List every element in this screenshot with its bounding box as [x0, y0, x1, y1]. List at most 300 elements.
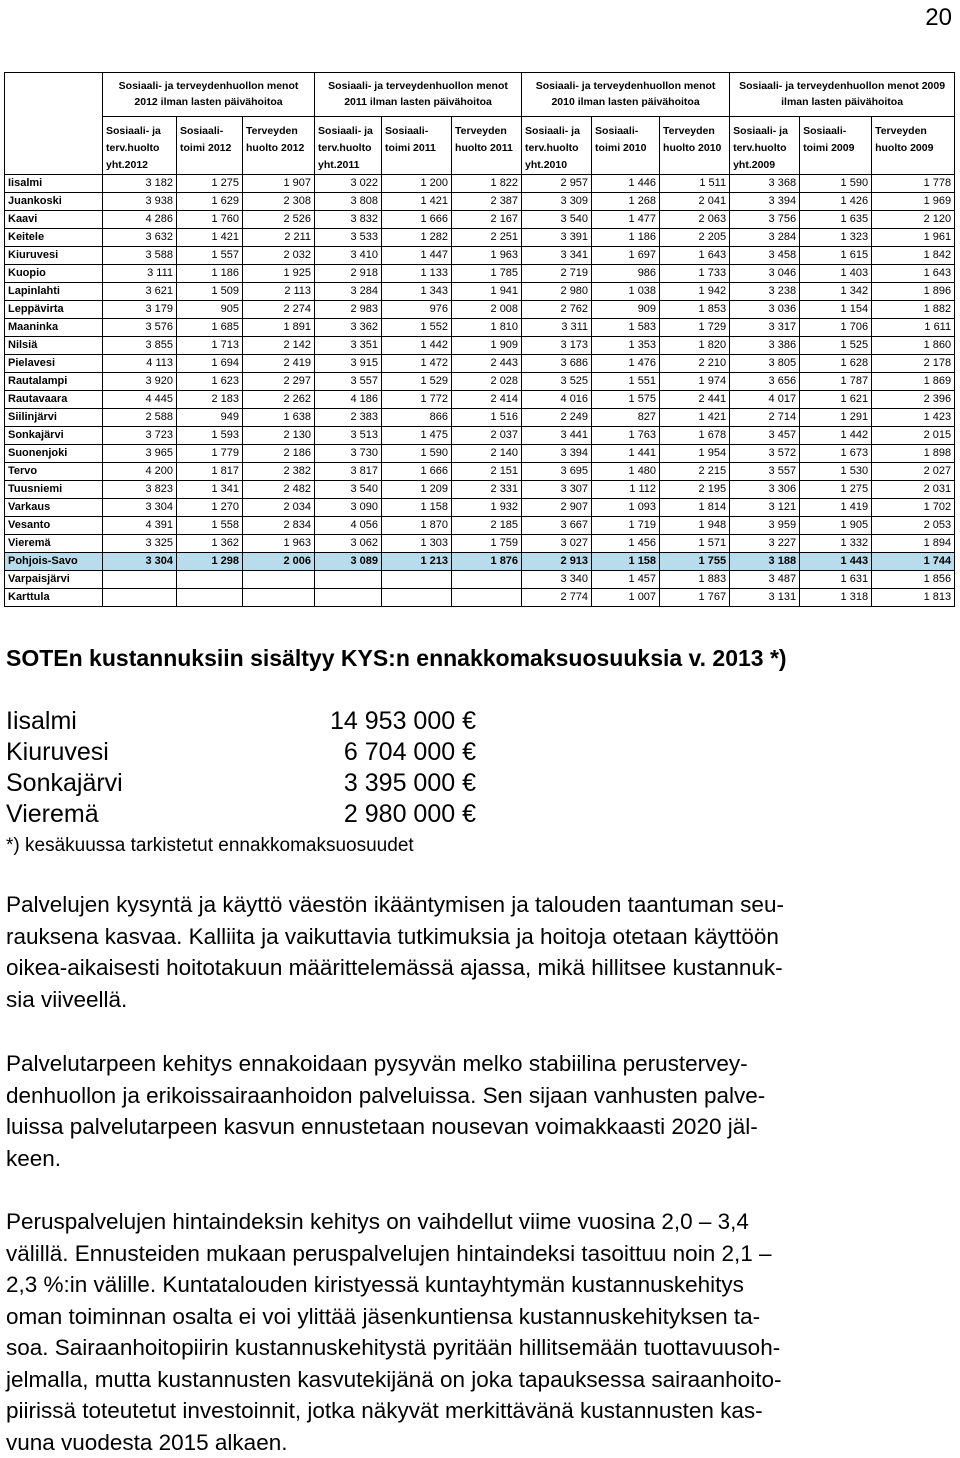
table-cell: 1 755 [660, 553, 730, 571]
table-cell: 1 787 [800, 373, 872, 391]
table-cell: 1 611 [872, 319, 955, 337]
table-cell: 3 557 [730, 463, 800, 481]
table-cell: 1 421 [660, 409, 730, 427]
table-cell: 1 530 [800, 463, 872, 481]
municipality-name: Keitele [5, 229, 103, 247]
table-cell: 2 918 [315, 265, 382, 283]
municipality-name: Kuopio [5, 265, 103, 283]
table-cell: 1 778 [872, 175, 955, 193]
municipality-name: Maaninka [5, 319, 103, 337]
table-cell: 1 583 [592, 319, 660, 337]
table-cell: 4 113 [103, 355, 177, 373]
table-cell: 3 362 [315, 319, 382, 337]
table-cell: 4 056 [315, 517, 382, 535]
table-cell: 2 719 [522, 265, 592, 283]
table-cell: 4 017 [730, 391, 800, 409]
table-cell: 1 615 [800, 247, 872, 265]
table-row [5, 319, 955, 337]
table-cell: 2 140 [452, 445, 522, 463]
table-cell: 1 421 [177, 229, 243, 247]
table-cell: 1 480 [592, 463, 660, 481]
table-cell: 2 588 [103, 409, 177, 427]
table-cell: 866 [382, 409, 452, 427]
table-cell: 2 419 [243, 355, 315, 373]
paragraph-line: Peruspalvelujen hintaindeksin kehitys on vaihdellut viime vuosina 2,0 – 3,4 [6, 1206, 956, 1238]
table-cell: 2 183 [177, 391, 243, 409]
table-cell: 3 317 [730, 319, 800, 337]
table-cell: 2 443 [452, 355, 522, 373]
table-cell: 1 772 [382, 391, 452, 409]
table-cell: 2 907 [522, 499, 592, 517]
table-row [5, 211, 955, 229]
table-cell: 3 341 [522, 247, 592, 265]
table-row [5, 463, 955, 481]
table-cell: 2 120 [872, 211, 955, 229]
table-cell: 1 154 [800, 301, 872, 319]
table-cell: 1 896 [872, 283, 955, 301]
table-cell: 3 832 [315, 211, 382, 229]
table-cell: 1 942 [660, 283, 730, 301]
table-cell: 4 286 [103, 211, 177, 229]
table-cell [452, 589, 522, 607]
table-cell: 1 631 [800, 571, 872, 589]
table-cell: 1 860 [872, 337, 955, 355]
table-row [5, 193, 955, 211]
table-cell: 3 131 [730, 589, 800, 607]
table-cell: 1 571 [660, 535, 730, 553]
table-cell: 3 284 [730, 229, 800, 247]
table-cell: 2 913 [522, 553, 592, 571]
column-header: Sosiaali-toimi 2009 [800, 117, 872, 175]
table-row [5, 499, 955, 517]
table-cell: 1 342 [800, 283, 872, 301]
paragraph-price-index [6, 1206, 956, 1458]
table-cell: 1 525 [800, 337, 872, 355]
table-cell: 2 382 [243, 463, 315, 481]
table-row [5, 589, 955, 607]
table-cell [243, 571, 315, 589]
table-cell: 2 008 [452, 301, 522, 319]
table-row [5, 481, 955, 499]
table-cell: 3 805 [730, 355, 800, 373]
table-row [5, 301, 955, 319]
table-cell: 1 442 [382, 337, 452, 355]
table-cell: 905 [177, 301, 243, 319]
table-cell: 3 557 [315, 373, 382, 391]
table-cell: 1 475 [382, 427, 452, 445]
table-cell: 1 472 [382, 355, 452, 373]
payment-row [6, 768, 476, 799]
table-cell: 1 853 [660, 301, 730, 319]
table-cell: 1 628 [800, 355, 872, 373]
table-cell: 2 142 [243, 337, 315, 355]
column-header: Sosiaali- ja terv.huolto yht.2009 [730, 117, 800, 175]
table-cell: 1 186 [592, 229, 660, 247]
table-cell: 3 351 [315, 337, 382, 355]
table-cell: 1 941 [452, 283, 522, 301]
expenditure-table [4, 72, 955, 607]
table-cell: 3 179 [103, 301, 177, 319]
table-row [5, 445, 955, 463]
table-cell: 1 332 [800, 535, 872, 553]
table-row [5, 517, 955, 535]
table-cell: 3 513 [315, 427, 382, 445]
table-cell: 2 331 [452, 481, 522, 499]
table-cell: 2 015 [872, 427, 955, 445]
table-cell: 2 167 [452, 211, 522, 229]
table-cell: 1 898 [872, 445, 955, 463]
paragraph-line: soa. Sairaanhoitopiirin kustannuskehitystä pyritään hillitsemään tuottavuusoh- [6, 1332, 956, 1364]
table-cell: 976 [382, 301, 452, 319]
table-cell: 2 957 [522, 175, 592, 193]
table-cell: 3 309 [522, 193, 592, 211]
column-header: Sosiaali- toimi 2011 [382, 117, 452, 175]
table-cell: 2 063 [660, 211, 730, 229]
table-cell: 1 894 [872, 535, 955, 553]
table-cell: 3 540 [315, 481, 382, 499]
table-cell: 1 638 [243, 409, 315, 427]
table-row [5, 535, 955, 553]
table-cell: 3 920 [103, 373, 177, 391]
table-cell: 1 575 [592, 391, 660, 409]
table-cell: 2 211 [243, 229, 315, 247]
table-cell: 1 779 [177, 445, 243, 463]
table-cell [315, 589, 382, 607]
table-cell: 1 759 [452, 535, 522, 553]
table-cell: 3 730 [315, 445, 382, 463]
table-cell: 1 442 [800, 427, 872, 445]
table-cell: 1 275 [177, 175, 243, 193]
table-cell: 1 810 [452, 319, 522, 337]
table-cell [315, 571, 382, 589]
municipality-name: Kaavi [5, 211, 103, 229]
table-cell: 1 456 [592, 535, 660, 553]
table-cell: 2 983 [315, 301, 382, 319]
table-corner [5, 73, 103, 117]
table-cell: 1 590 [382, 445, 452, 463]
table-row [5, 553, 955, 571]
paragraph-line: Palvelutarpeen kehitys ennakoidaan pysyvän melko stabiilina perustervey- [6, 1048, 956, 1080]
table-cell: 1 876 [452, 553, 522, 571]
table-cell: 2 210 [660, 355, 730, 373]
table-cell: 3 340 [522, 571, 592, 589]
group-header-2009: Sosiaali- ja terveydenhuollon menot 2009 ilman lasten päivähoitoa [730, 73, 955, 117]
table-cell: 1 842 [872, 247, 955, 265]
table-cell: 1 785 [452, 265, 522, 283]
table-cell: 1 954 [660, 445, 730, 463]
table-row [5, 391, 955, 409]
table-cell: 1 353 [592, 337, 660, 355]
table-cell: 1 767 [660, 589, 730, 607]
table-cell: 2 774 [522, 589, 592, 607]
table-cell: 1 112 [592, 481, 660, 499]
table-row [5, 571, 955, 589]
table-cell: 3 368 [730, 175, 800, 193]
table-cell: 1 678 [660, 427, 730, 445]
payment-row [6, 737, 476, 768]
table-cell: 1 007 [592, 589, 660, 607]
table-cell: 3 284 [315, 283, 382, 301]
paragraph-line: denhuollon ja erikoissairaanhoidon palveluissa. Sen sijaan vanhusten palve- [6, 1080, 956, 1112]
table-cell: 3 965 [103, 445, 177, 463]
table-cell: 2 274 [243, 301, 315, 319]
table-cell [103, 571, 177, 589]
municipality-name: Iisalmi [5, 175, 103, 193]
table-cell: 2 762 [522, 301, 592, 319]
table-cell: 3 022 [315, 175, 382, 193]
payment-municipality: Sonkajärvi [6, 768, 123, 799]
table-cell: 3 304 [103, 499, 177, 517]
table-cell [382, 571, 452, 589]
paragraph-line: jelmalla, mutta kustannusten kasvutekijänä on joka tapauksessa sairaanhoito- [6, 1364, 956, 1396]
group-header-2012: Sosiaali- ja terveydenhuollon menot 2012 ilman lasten päivähoitoa [103, 73, 315, 117]
table-cell: 1 635 [800, 211, 872, 229]
table-cell: 3 090 [315, 499, 382, 517]
municipality-name: Rautalampi [5, 373, 103, 391]
municipality-name: Juankoski [5, 193, 103, 211]
table-cell: 4 200 [103, 463, 177, 481]
table-cell: 1 341 [177, 481, 243, 499]
payment-municipality: Vieremä [6, 799, 99, 830]
table-cell: 4 186 [315, 391, 382, 409]
table-cell: 1 907 [243, 175, 315, 193]
table-cell: 4 445 [103, 391, 177, 409]
table-cell: 3 458 [730, 247, 800, 265]
table-cell: 3 621 [103, 283, 177, 301]
table-cell: 3 938 [103, 193, 177, 211]
paragraph-line: oikea-aikaisesti hoitotakuun määrittelemässä ajassa, mikä hillitsee kustannuk- [6, 952, 956, 984]
table-cell: 2 441 [660, 391, 730, 409]
table-cell: 1 948 [660, 517, 730, 535]
table-cell: 2 414 [452, 391, 522, 409]
table-cell: 2 834 [243, 517, 315, 535]
table-cell: 3 238 [730, 283, 800, 301]
table-cell: 1 443 [800, 553, 872, 571]
table-cell: 3 572 [730, 445, 800, 463]
table-cell: 1 909 [452, 337, 522, 355]
table-cell: 1 744 [872, 553, 955, 571]
municipality-name: Suonenjoki [5, 445, 103, 463]
table-cell: 2 006 [243, 553, 315, 571]
table-cell: 1 303 [382, 535, 452, 553]
payment-amount: 14 953 000 € [330, 706, 476, 737]
table-cell: 1 856 [872, 571, 955, 589]
table-cell: 1 925 [243, 265, 315, 283]
table-cell: 3 540 [522, 211, 592, 229]
table-cell: 1 268 [592, 193, 660, 211]
table-cell: 1 820 [660, 337, 730, 355]
column-header: Terveyden huolto 2012 [243, 117, 315, 175]
table-cell: 1 282 [382, 229, 452, 247]
table-cell: 3 188 [730, 553, 800, 571]
table-cell: 2 249 [522, 409, 592, 427]
table-row [5, 283, 955, 301]
table-cell: 3 576 [103, 319, 177, 337]
sote-heading: SOTEn kustannuksiin sisältyy KYS:n ennakkomaksuosuuksia v. 2013 *) [6, 645, 787, 672]
table-cell: 1 291 [800, 409, 872, 427]
table-cell: 827 [592, 409, 660, 427]
table-cell: 1 516 [452, 409, 522, 427]
table-row [5, 265, 955, 283]
table-cell: 3 307 [522, 481, 592, 499]
footnote: *) kesäkuussa tarkistetut ennakkomaksuosuudet [6, 835, 414, 857]
table-cell: 1 869 [872, 373, 955, 391]
table-cell: 3 311 [522, 319, 592, 337]
table-cell: 1 552 [382, 319, 452, 337]
page-number: 20 [925, 4, 952, 32]
table-cell: 1 814 [660, 499, 730, 517]
table-cell: 1 706 [800, 319, 872, 337]
table-cell: 3 756 [730, 211, 800, 229]
paragraph-line: vuna vuodesta 2015 alkaen. [6, 1427, 956, 1458]
table-cell: 1 963 [452, 247, 522, 265]
table-row [5, 337, 955, 355]
table-cell: 1 403 [800, 265, 872, 283]
table-cell: 1 421 [382, 193, 452, 211]
table-cell: 1 158 [592, 553, 660, 571]
table-cell: 3 656 [730, 373, 800, 391]
table-cell: 1 558 [177, 517, 243, 535]
payment-amount: 6 704 000 € [344, 737, 476, 768]
table-cell: 2 185 [452, 517, 522, 535]
table-cell: 1 270 [177, 499, 243, 517]
table-cell: 1 702 [872, 499, 955, 517]
table-cell: 2 151 [452, 463, 522, 481]
payment-municipality: Iisalmi [6, 706, 77, 737]
table-cell: 1 719 [592, 517, 660, 535]
paragraph-line: sia viiveellä. [6, 984, 956, 1016]
municipality-name: Vesanto [5, 517, 103, 535]
table-cell: 3 487 [730, 571, 800, 589]
table-cell: 2 028 [452, 373, 522, 391]
table-cell: 1 476 [592, 355, 660, 373]
table-cell: 1 882 [872, 301, 955, 319]
table-cell: 1 298 [177, 553, 243, 571]
municipality-name: Vieremä [5, 535, 103, 553]
table-cell: 2 195 [660, 481, 730, 499]
table-cell [243, 589, 315, 607]
table-cell: 909 [592, 301, 660, 319]
table-cell: 2 297 [243, 373, 315, 391]
table-cell: 2 251 [452, 229, 522, 247]
column-header: Sosiaali- ja terv.huolto yht.2011 [315, 117, 382, 175]
table-cell: 2 215 [660, 463, 730, 481]
table-cell [382, 589, 452, 607]
payment-amount: 3 395 000 € [344, 768, 476, 799]
table-cell [452, 571, 522, 589]
table-cell: 1 643 [660, 247, 730, 265]
column-header: Terveyden huolto 2009 [872, 117, 955, 175]
table-cell: 3 394 [730, 193, 800, 211]
table-cell: 3 817 [315, 463, 382, 481]
table-cell: 2 130 [243, 427, 315, 445]
table-cell: 1 038 [592, 283, 660, 301]
municipality-name: Karttula [5, 589, 103, 607]
municipality-name: Siilinjärvi [5, 409, 103, 427]
payment-row [6, 799, 476, 830]
table-cell: 2 262 [243, 391, 315, 409]
table-cell: 3 808 [315, 193, 382, 211]
table-cell: 3 823 [103, 481, 177, 499]
municipality-name: Leppävirta [5, 301, 103, 319]
table-cell: 1 733 [660, 265, 730, 283]
table-cell: 2 205 [660, 229, 730, 247]
table-cell: 2 980 [522, 283, 592, 301]
table-cell: 1 446 [592, 175, 660, 193]
table-row [5, 373, 955, 391]
table-cell: 3 959 [730, 517, 800, 535]
table-cell: 1 593 [177, 427, 243, 445]
table-cell: 2 178 [872, 355, 955, 373]
municipality-name: Nilsiä [5, 337, 103, 355]
table-cell: 1 974 [660, 373, 730, 391]
column-header: Sosiaali- ja terv.huolto yht.2010 [522, 117, 592, 175]
table-cell: 3 391 [522, 229, 592, 247]
municipality-name: Kiuruvesi [5, 247, 103, 265]
table-cell: 3 173 [522, 337, 592, 355]
table-cell: 1 961 [872, 229, 955, 247]
paragraph-line: välillä. Ennusteiden mukaan peruspalvelujen hintaindeksi tasoittuu noin 2,1 – [6, 1238, 956, 1270]
table-row [5, 229, 955, 247]
group-header-2010: Sosiaali- ja terveydenhuollon menot 2010 ilman lasten päivähoitoa [522, 73, 730, 117]
table-cell: 3 325 [103, 535, 177, 553]
table-cell: 1 323 [800, 229, 872, 247]
table-cell: 1 186 [177, 265, 243, 283]
table-cell: 4 016 [522, 391, 592, 409]
table-cell: 3 027 [522, 535, 592, 553]
table-cell: 1 200 [382, 175, 452, 193]
table-cell: 1 426 [800, 193, 872, 211]
table-cell: 1 673 [800, 445, 872, 463]
paragraph-line: rauksena kasvaa. Kalliita ja vaikuttavia tutkimuksia ja hoitoja otetaan käyttöön [6, 921, 956, 953]
table-cell: 1 666 [382, 463, 452, 481]
table-cell: 2 037 [452, 427, 522, 445]
table-cell: 1 883 [660, 571, 730, 589]
table-cell: 1 213 [382, 553, 452, 571]
table-cell: 2 482 [243, 481, 315, 499]
table-cell: 1 694 [177, 355, 243, 373]
table-cell: 3 062 [315, 535, 382, 553]
paragraph-line: oman toiminnan osalta ei voi ylittää jäsenkuntiensa kustannuskehityksen ta- [6, 1301, 956, 1333]
table-cell: 1 419 [800, 499, 872, 517]
table-row [5, 175, 955, 193]
table-cell: 1 623 [177, 373, 243, 391]
paragraph-demand [6, 889, 956, 1015]
table-cell: 4 391 [103, 517, 177, 535]
municipality-name: Sonkajärvi [5, 427, 103, 445]
table-cell: 3 304 [103, 553, 177, 571]
table-cell: 3 533 [315, 229, 382, 247]
table-cell: 1 511 [660, 175, 730, 193]
table-cell: 1 557 [177, 247, 243, 265]
column-header: Terveyden huolto 2011 [452, 117, 522, 175]
table-cell: 1 362 [177, 535, 243, 553]
payment-amount: 2 980 000 € [344, 799, 476, 830]
table-cell: 2 526 [243, 211, 315, 229]
column-header: Sosiaali- ja terv.huolto yht.2012 [103, 117, 177, 175]
table-cell: 1 963 [243, 535, 315, 553]
table-cell: 2 053 [872, 517, 955, 535]
paragraph-line: piirissä toteutetut investoinnit, jotka näkyvät merkittävänä kustannusten kas- [6, 1395, 956, 1427]
table-row [5, 355, 955, 373]
table-cell: 1 713 [177, 337, 243, 355]
table-row [5, 247, 955, 265]
table-cell: 2 027 [872, 463, 955, 481]
table-cell: 1 666 [382, 211, 452, 229]
table-cell: 3 632 [103, 229, 177, 247]
table-cell: 1 905 [800, 517, 872, 535]
table-cell: 3 111 [103, 265, 177, 283]
